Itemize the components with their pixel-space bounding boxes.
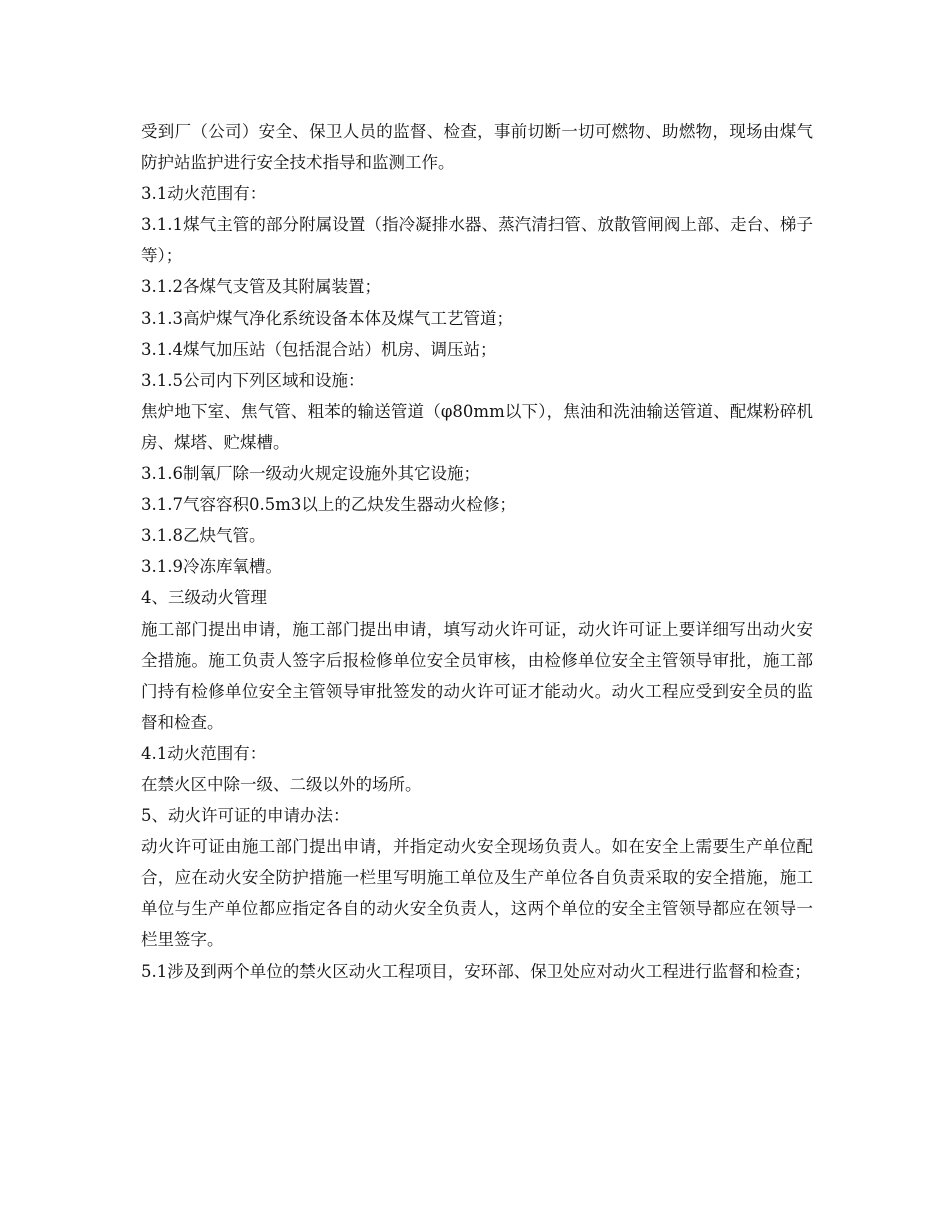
section-4-body: 施工部门提出申请，施工部门提出申请，填写动火许可证，动火许可证上要详细写出动火安全措施。施工负责人签字后报检修单位安全员审核，由检修单位安全主管领导审批，施工部门持有检修单位安全主管领导审批签发的动火许可证才能动火。动火工程应受到安全员的监督和检查。 <box>141 619 813 732</box>
item-3-1-1: 3.1.1煤气主管的部分附属设置（指冷凝排水器、蒸汽清扫管、放散管闸阀上部、走台、梯子等）； <box>141 215 813 266</box>
section-4-heading: 4、三级动火管理 <box>141 588 267 608</box>
section-5-heading: 5、动火许可证的申请办法： <box>141 806 350 826</box>
item-3-1-6: 3.1.6制氧厂除一级动火规定设施外其它设施； <box>141 464 480 484</box>
item-3-1-4: 3.1.4煤气加压站（包括混合站）机房、调压站； <box>141 339 497 359</box>
document-body <box>141 116 813 987</box>
section-5-1-body: 5.1涉及到两个单位的禁火区动火工程项目，安环部、保卫处应对动火工程进行监督和检查； <box>141 961 811 981</box>
section-3-1-heading: 3.1动火范围有： <box>141 184 267 204</box>
item-3-1-5-detail: 焦炉地下室、焦气管、粗苯的输送管道（φ80mm以下），焦油和洗油输送管道、配煤粉碎机房、煤塔、贮煤槽。 <box>141 401 813 452</box>
section-4-1-heading: 4.1动火范围有： <box>141 743 267 763</box>
item-3-1-9: 3.1.9冷冻库氧槽。 <box>141 557 282 577</box>
section-5-body: 动火许可证由施工部门提出申请，并指定动火安全现场负责人。如在安全上需要生产单位配合，应在动火安全防护措施一栏里写明施工单位及生产单位各自负责采取的安全措施，施工单位与生产单位都应指定各自的动火安全负责人，这两个单位的安全主管领导都应在领导一栏里签字。 <box>141 837 813 950</box>
item-3-1-8: 3.1.8乙炔气管。 <box>141 526 266 546</box>
item-3-1-2: 3.1.2各煤气支管及其附属装置； <box>141 277 381 297</box>
item-3-1-5: 3.1.5公司内下列区域和设施： <box>141 370 365 390</box>
item-3-1-3: 3.1.3高炉煤气净化系统设备本体及煤气工艺管道； <box>141 308 513 328</box>
paragraph-continuation: 受到厂（公司）安全、保卫人员的监督、检查，事前切断一切可燃物、助燃物，现场由煤气防护站监护进行安全技术指导和监测工作。 <box>141 122 813 173</box>
section-4-1-body: 在禁火区中除一级、二级以外的场所。 <box>141 774 422 794</box>
item-3-1-7: 3.1.7气容容积0.5m3以上的乙炔发生器动火检修； <box>141 495 516 515</box>
